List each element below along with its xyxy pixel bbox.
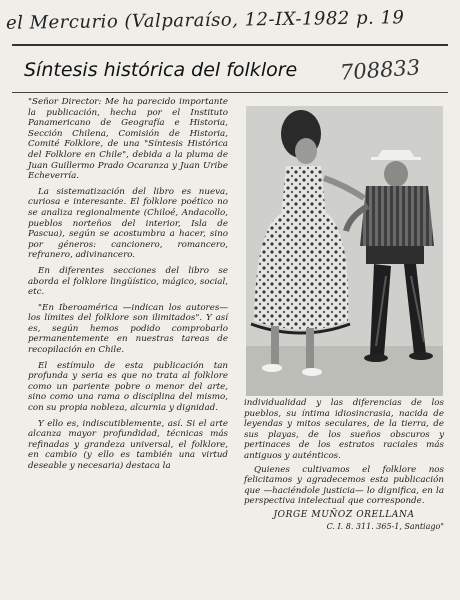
article-right-column (244, 398, 444, 532)
article-title: Síntesis histórica del folklore (24, 59, 298, 81)
paragraph: individualidad y las diferencias de los pueblos, su íntima idiosincrasia, nacida de leyendas y mitos seculares, de la tierra, de sus playas, de los sueños obscuros y pertinaces de los estratos raciales más antiguos y auténticos. (244, 398, 444, 461)
handwritten-source-note: el Mercurio (Valparaíso, 12-IX-1982 p. 19 (5, 7, 405, 34)
author-signature: JORGE MUÑOZ ORELLANA (273, 509, 415, 520)
author-id-line: C. I. 8. 311. 365-1, Santiago" (326, 521, 444, 531)
paragraph: La sistematización del libro es nueva, curiosa e interesante. El folklore poético no se analiza regionalmente (Chiloé, Andacollo, pueblos norteños del interior, Isla de Pascua), según se acostumbra a hacer, sino por géneros: cancionero, romancero, refranero, adivinancero. (28, 186, 228, 261)
paragraph: El estímulo de esta publicación tan profunda y seria es que no trata al folklore como un pariente pobre o menor del arte, sino como una rama o disciplina del mismo, con su propia nobleza, alcurnia y dignidad. (28, 360, 228, 414)
header-rule-top (12, 44, 448, 46)
archive-stamp-number: 708833 (339, 55, 421, 85)
header-rule-bottom (12, 92, 448, 93)
paragraph: "Señor Director: Me ha parecido importante la publicación, hecha por el Instituto Panamericano de Geografía e Historia, Sección Chilena, Comisión de Historia, Comité Folklore, de una "Síntesis Histórica del Folklore en Chile", debida a la pluma de Juan Guillermo Prado Ocaranza y Juan Uribe Echeverría. (28, 97, 228, 182)
paragraph: Quienes cultivamos el folklore nos felicitamos y agradecemos esta publicación que —haciéndole justicia— lo dignifica, en la perspectiva intelectual que corresponde. (244, 464, 444, 507)
dancing-couple-photo (246, 106, 443, 396)
paragraph: Y ello es, indiscutiblemente, así. Si el arte alcanza mayor profundidad, técnicas más refinadas y grandeza universal, el folklore, en cambio (y ello es también una virtud deseable y necesaria) destaca la (28, 418, 228, 471)
paragraph: "En Iberoamérica —indican los autores— los límites del folklore son ilimitados". Y así es, según hemos podido comprobarlo permanentemente en nuestras tareas de recopilación en Chile. (28, 302, 228, 356)
paragraph: En diferentes secciones del libro se aborda el folklore lingüístico, mágico, social, etc. (28, 265, 228, 298)
article-left-column (28, 97, 228, 477)
